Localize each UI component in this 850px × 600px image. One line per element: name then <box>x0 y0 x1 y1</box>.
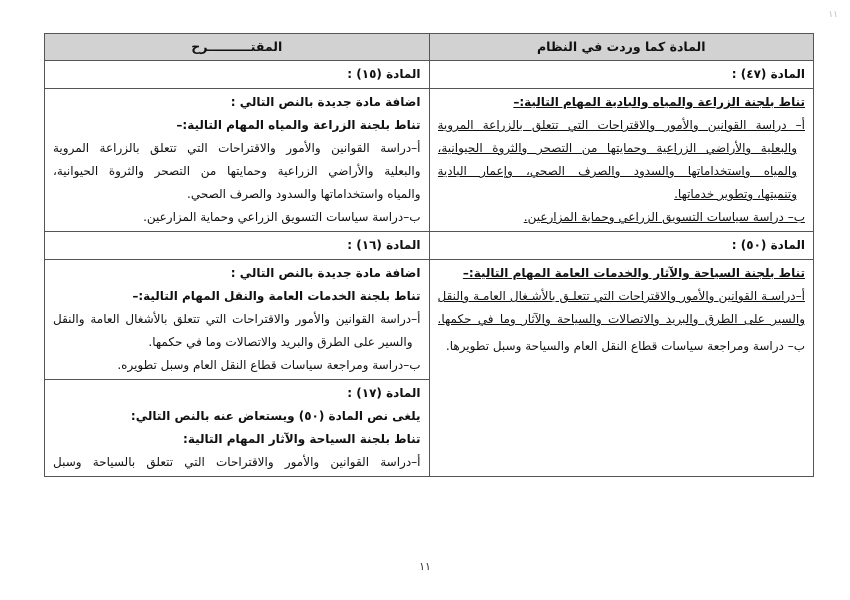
article-50-label: المادة (٥٠) : <box>429 232 814 260</box>
table-row <box>45 61 814 89</box>
article-17-clause-a-line-1: أ–دراسة القوانين والأمور والاقتراحات التي تتعلق بالسياحة وسبل <box>53 455 421 469</box>
article-17-intro: يلغى نص المادة (٥٠) ويستعاض عنه بالنص التالي: <box>130 409 421 423</box>
article-16-body <box>45 260 430 380</box>
article-47-clause-b: ب– دراسة سياسات التسويق الزراعي وحماية المزارعين. <box>523 210 805 224</box>
article-16-clause-a-line-2: والسير على الطرق والبريد والاتصالات وما في حكمها. <box>148 335 413 349</box>
article-50-body <box>429 260 814 477</box>
article-16-intro: اضافة مادة جديدة بالنص التالي : <box>230 266 421 280</box>
article-17-body <box>45 380 430 477</box>
article-50-clause-a-line-1: أ–دراسـة القوانين والأمور والاقتراحات التي تتعلـق بالأشـغال العامـة والنقل <box>437 289 805 303</box>
article-15-clause-a-line-1: أ–دراسة القوانين والأمور والاقتراحات التي تتعلق بالزراعة المروية <box>53 141 421 155</box>
article-15-clause-b: ب–دراسة سياسات التسويق الزراعي وحماية المزارعين. <box>143 210 421 224</box>
article-16-clause-a-line-1: أ–دراسة القوانين والأمور والاقتراحات التي تتعلق بالأشغال العامة والنقل <box>53 312 421 326</box>
article-16-clause-b: ب–دراسة ومراجعة سياسات قطاع النقل العام وسبل تطويره. <box>117 358 421 372</box>
article-47-clause-a-line-2: والبعلية والأراضي الزراعية وحمايتها من التصحر والثروة الحيوانية، <box>437 141 797 155</box>
article-47-clause-a-line-1: أ– دراسة القوانين والأمور والاقتراحات التي تتعلق بالزراعة المروية <box>437 118 805 132</box>
article-16-label: المادة (١٦) : <box>45 232 430 260</box>
article-17-title: تناط بلجنة السياحة والآثار المهام التالية: <box>183 432 421 446</box>
article-15-clause-a-line-3: والمياه واستخداماتها والسدود والصرف الصحي. <box>187 187 421 201</box>
article-15-label: المادة (١٥) : <box>45 61 430 89</box>
comparison-table <box>44 33 814 477</box>
article-50-clause-b: ب– دراسة ومراجعة سياسات قطاع النقل العام والسياحة وسبل تطويرها. <box>445 339 805 353</box>
table-row <box>45 89 814 232</box>
article-50-clause-a-line-2: والسير على الطرق والبريد والاتصالات والسياحة والآثار وما في حكمها. <box>437 312 805 326</box>
table-row <box>45 260 814 380</box>
article-47-label: المادة (٤٧) : <box>429 61 814 89</box>
page-number: ١١ <box>419 560 431 573</box>
header-original-text: المادة كما وردت في النظام <box>429 34 814 61</box>
article-17-label: المادة (١٧) : <box>347 386 421 400</box>
article-15-body <box>45 89 430 232</box>
article-47-title: تناط بلجنة الزراعة والمياه والبادية المهام التالية:– <box>513 95 805 109</box>
header-proposed-text: المقتــــــــــرح <box>45 34 430 61</box>
article-15-clause-a-line-2: والبعلية والأراضي الزراعية وحمايتها من التصحر والثروة الحيوانية، <box>53 164 421 178</box>
article-47-clause-a-line-4: وتنميتها، وتطوير خدماتها. <box>674 187 797 201</box>
article-50-title: تناط بلجنة السياحة والآثار والخدمات العامة المهام التالية:– <box>462 266 805 280</box>
article-16-title: تناط بلجنة الخدمات العامة والنقل المهام التالية:– <box>132 289 421 303</box>
table-row <box>45 232 814 260</box>
article-15-title: تناط بلجنة الزراعة والمياه المهام التالية:– <box>176 118 421 132</box>
article-15-intro: اضافة مادة جديدة بالنص التالي : <box>230 95 421 109</box>
article-47-clause-a-line-3: والمياه واستخداماتها والسدود والصرف الصحي، وإعمار البادية <box>437 164 797 178</box>
page-corner-mark: ١١ <box>828 10 838 20</box>
article-47-body <box>429 89 814 232</box>
table-header-row <box>45 34 814 61</box>
